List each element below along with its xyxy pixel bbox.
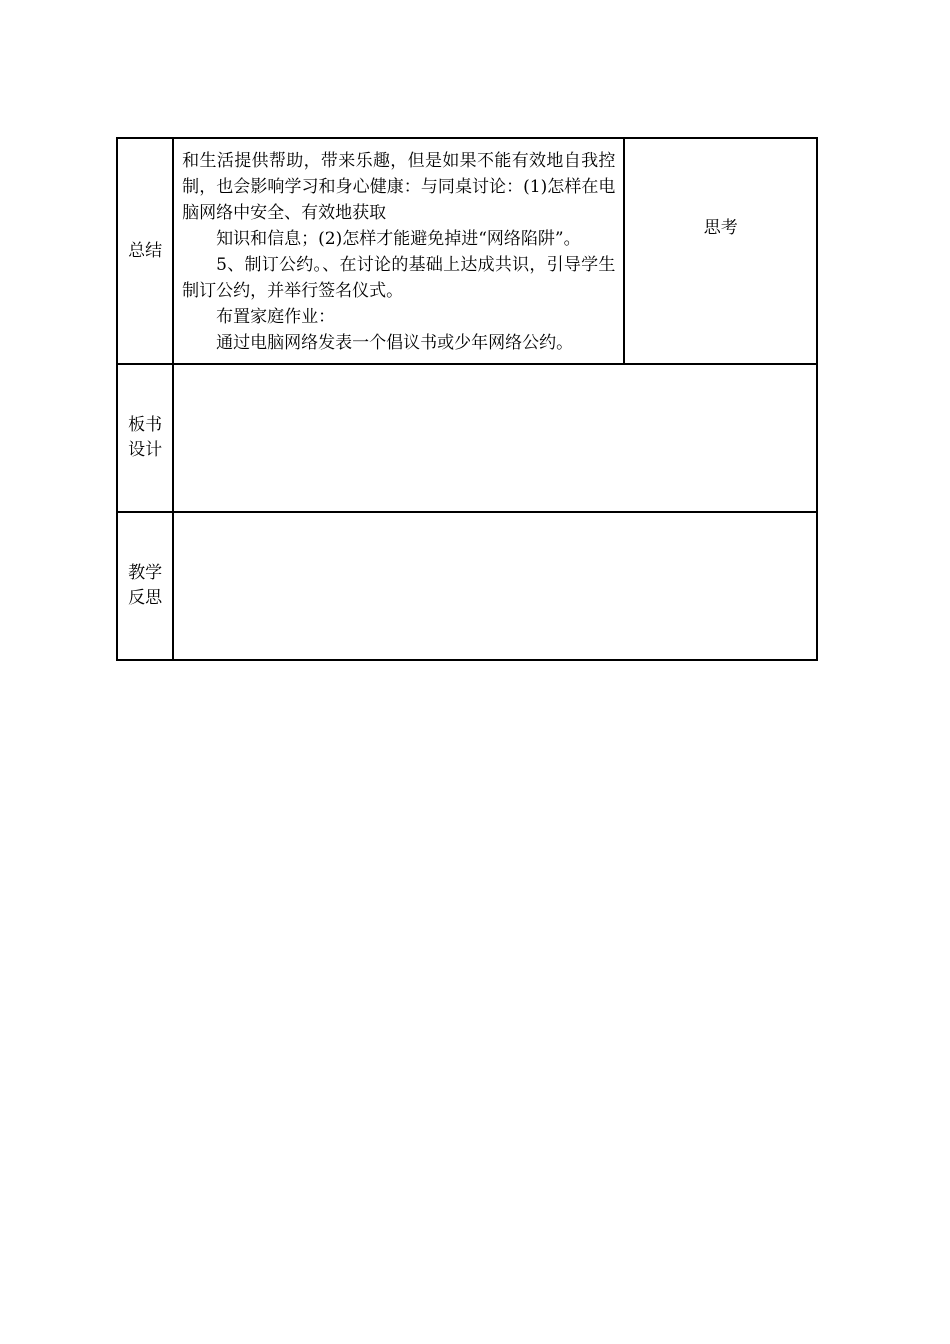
summary-paragraph: 布置家庭作业： xyxy=(216,307,336,327)
board-design-label-line: 板书 xyxy=(128,415,163,435)
teaching-reflection-label xyxy=(117,512,173,660)
summary-side-note: 思考 xyxy=(624,138,817,364)
board-design-content xyxy=(173,364,817,512)
board-design-row xyxy=(117,364,817,512)
summary-label: 总结 xyxy=(117,138,173,364)
teaching-reflection-content xyxy=(173,512,817,660)
summary-content xyxy=(173,138,624,364)
board-design-label-line: 设计 xyxy=(128,440,163,460)
summary-paragraph: 5、制订公约。、在讨论的基础上达成共识，引导学生制订公约，并举行签名仪式。 xyxy=(182,255,616,301)
summary-paragraph: 通过电脑网络发表一个倡议书或少年网络公约。 xyxy=(216,333,574,353)
lesson-plan-table xyxy=(116,137,818,661)
board-design-label xyxy=(117,364,173,512)
summary-paragraph: 知识和信息；(2)怎样才能避免掉进“网络陷阱”。 xyxy=(216,229,581,249)
teaching-reflection-label-line: 教学 xyxy=(128,563,163,583)
summary-row xyxy=(117,138,817,364)
teaching-reflection-label-line: 反思 xyxy=(128,588,163,608)
teaching-reflection-row xyxy=(117,512,817,660)
summary-paragraph: 和生活提供帮助，带来乐趣，但是如果不能有效地自我控制，也会影响学习和身心健康：与同桌讨论：(1)怎样在电脑网络中安全、有效地获取 xyxy=(182,151,616,223)
